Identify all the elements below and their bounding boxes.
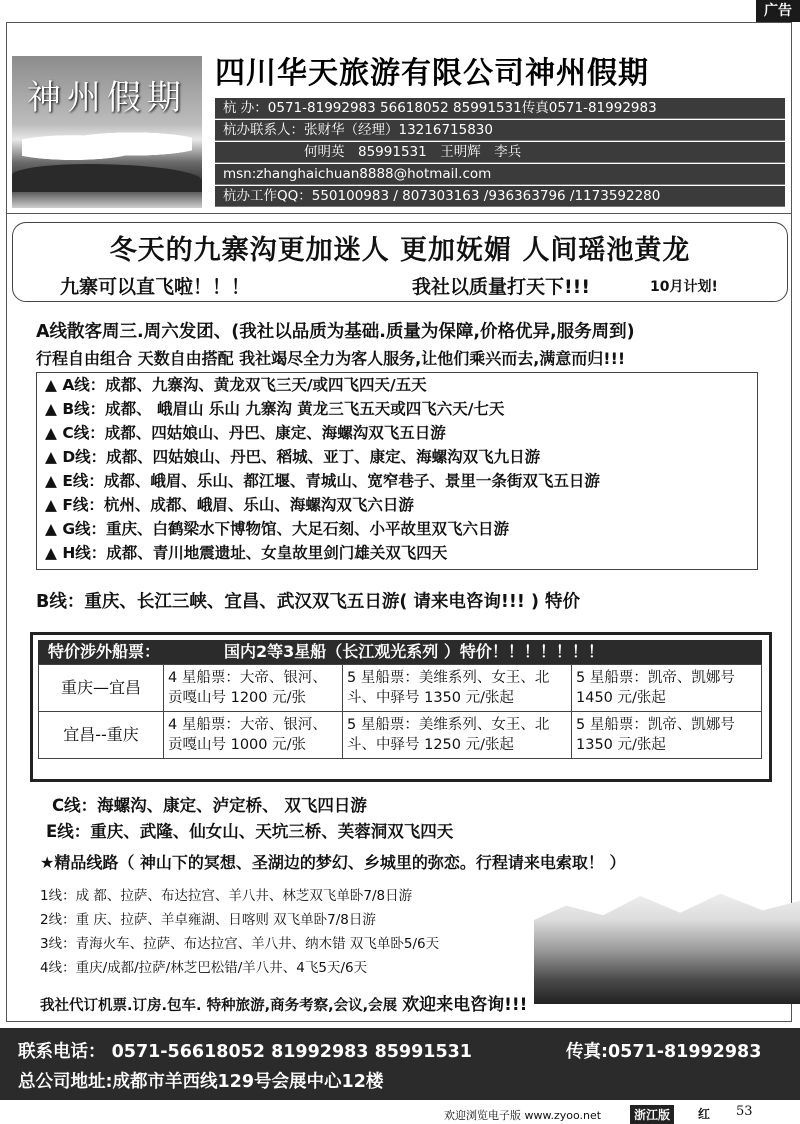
ship-4star: 4 星船票：大帝、银河、贡嘎山号 1000 元/张 (164, 712, 343, 759)
cloud-graphic (22, 126, 192, 162)
premium-routes-title: ★精品线路（ 神山下的冥想、圣湖边的梦幻、乡城里的弥恋。行程请来电索取！ ） (40, 853, 626, 872)
header-divider (6, 213, 792, 214)
a-line-routes (36, 372, 758, 570)
premium-routes-list (40, 884, 439, 980)
ad-tag: 广告 (756, 0, 800, 22)
section-mark: 红 (698, 1107, 711, 1121)
promo-quality: 我社以质量打天下!!! (412, 276, 590, 298)
route-item: ▲ H线：成都、青川地震遗址、女皇故里剑门雄关双飞四天 (45, 544, 448, 562)
contact-row-qq: 杭办工作QQ：550100983 / 807303163 /936363796 /1173592280 (215, 186, 785, 207)
ship-5star-a: 5 星船票：美维系列、女王、北斗、中驿号 1350 元/张起 (343, 665, 572, 712)
company-name: 四川华天旅游有限公司神州假期 (215, 56, 649, 91)
footer-bar (0, 1028, 800, 1100)
ship-ticket-header (38, 640, 762, 664)
footer-phone: 联系电话： 0571-56618052 81992983 85991531 (18, 1042, 472, 1062)
route-item: ▲ A线：成都、九寨沟、黄龙双飞三天/或四飞四天/五天 (45, 376, 427, 394)
page-footer (0, 1104, 800, 1123)
ship-5star-b: 5 星船票：凯帝、凯娜号 1350 元/张起 (572, 712, 762, 759)
ship-5star-b: 5 星船票：凯帝、凯娜号 1450 元/张起 (572, 665, 762, 712)
ship-route: 重庆—宜昌 (39, 665, 164, 712)
page-number: 53 (736, 1104, 753, 1119)
e-line: E线：重庆、武隆、仙女山、天坑三桥、芙蓉洞双飞四天 (46, 822, 454, 841)
a-line-intro: A线散客周三.周六发团、(我社以品质为基础.质量为保障,价格优异,服务周到) (36, 322, 635, 342)
services-line (40, 990, 527, 1015)
ship-5star-a: 5 星船票：美维系列、女王、北斗、中驿号 1250 元/张起 (343, 712, 572, 759)
route-item: ▲ G线：重庆、白鹤梁水下博物馆、大足石刻、小平故里双飞六日游 (45, 520, 510, 538)
list-item: 1线：成 都、拉萨、布达拉宫、羊八井、林芝双飞单卧7/8日游 (40, 888, 413, 904)
island-graphic (12, 164, 202, 192)
list-item: 4线：重庆/成都/拉萨/林芝巴松错/羊八井、4飞5天/6天 (40, 960, 368, 976)
logo-text: 神州假期 (27, 78, 187, 118)
ship-ticket-table (38, 664, 762, 759)
route-item: ▲ C线：成都、四姑娘山、丹巴、康定、海螺沟双飞五日游 (45, 424, 446, 442)
edition-badge: 浙江版 (630, 1105, 674, 1124)
route-item: ▲ F线：杭州、成都、峨眉、乐山、海螺沟双飞六日游 (45, 496, 414, 514)
table-row (39, 665, 762, 712)
list-item: 3线：青海火车、拉萨、布达拉宫、羊八井、纳木错 双飞单卧5/6天 (40, 936, 440, 952)
contact-row-staff: 何明英 85991531 王明辉 李兵 (215, 142, 785, 163)
contact-row-manager: 杭办联系人：张财华（经理）13216715830 (215, 120, 785, 141)
list-item: 2线：重 庆、拉萨、羊卓雍湖、日喀则 双飞单卧7/8日游 (40, 912, 376, 928)
table-row (39, 712, 762, 759)
route-item: ▲ B线：成都、 峨眉山 乐山 九寨沟 黄龙三飞五天或四飞六天/七天 (45, 400, 505, 418)
promo-title: 冬天的九寨沟更加迷人 更加妩媚 人间瑶池黄龙 (109, 235, 691, 266)
b-line: B线：重庆、长江三峡、宜昌、武汉双飞五日游( 请来电咨询!!! ) 特价 (36, 592, 581, 612)
ship-header-right: 国内2等3星船（长江观光系列 ）特价！！！！！！！ (224, 642, 604, 661)
services-emphasis: 欢迎来电咨询!!! (402, 995, 528, 1015)
promo-direct-flight: 九寨可以直飞啦！！！ (60, 276, 251, 298)
contact-info (215, 98, 785, 208)
company-logo (12, 56, 202, 208)
route-item: ▲ D线：成都、四姑娘山、丹巴、稻城、亚丁、康定、海螺沟双飞九日游 (45, 448, 541, 466)
services-text: 我社代订机票.订房.包车. 特种旅游,商务考察,会议,会展 (40, 998, 403, 1014)
footer-fax: 传真:0571-81992983 (566, 1042, 762, 1062)
promo-october-plan: 10月计划! (650, 279, 718, 295)
ship-header-left: 特价涉外船票： (48, 642, 161, 661)
route-item: ▲ E线：成都、峨眉、乐山、都江堰、青城山、宽窄巷子、景里一条街双飞五日游 (45, 472, 600, 490)
a-line-slogan: 行程自由组合 天数自由搭配 我社竭尽全力为客人服务,让他们乘兴而去,满意而归!!! (36, 349, 626, 368)
ship-route: 宜昌--重庆 (39, 712, 164, 759)
ship-4star: 4 星船票：大帝、银河、贡嘎山号 1200 元/张 (164, 665, 343, 712)
website-link[interactable]: 欢迎浏览电子版 www.zyoo.net (444, 1109, 602, 1122)
footer-address: 总公司地址:成都市羊西线129号会展中心12楼 (18, 1072, 384, 1092)
contact-row-msn: msn:zhanghaichuan8888@hotmail.com (215, 164, 785, 185)
c-line: C线：海螺沟、康定、泸定桥、 双飞四日游 (52, 796, 367, 815)
contact-row-office: 杭 办：0571-81992983 56618052 85991531传真0571-81992983 (215, 98, 785, 119)
